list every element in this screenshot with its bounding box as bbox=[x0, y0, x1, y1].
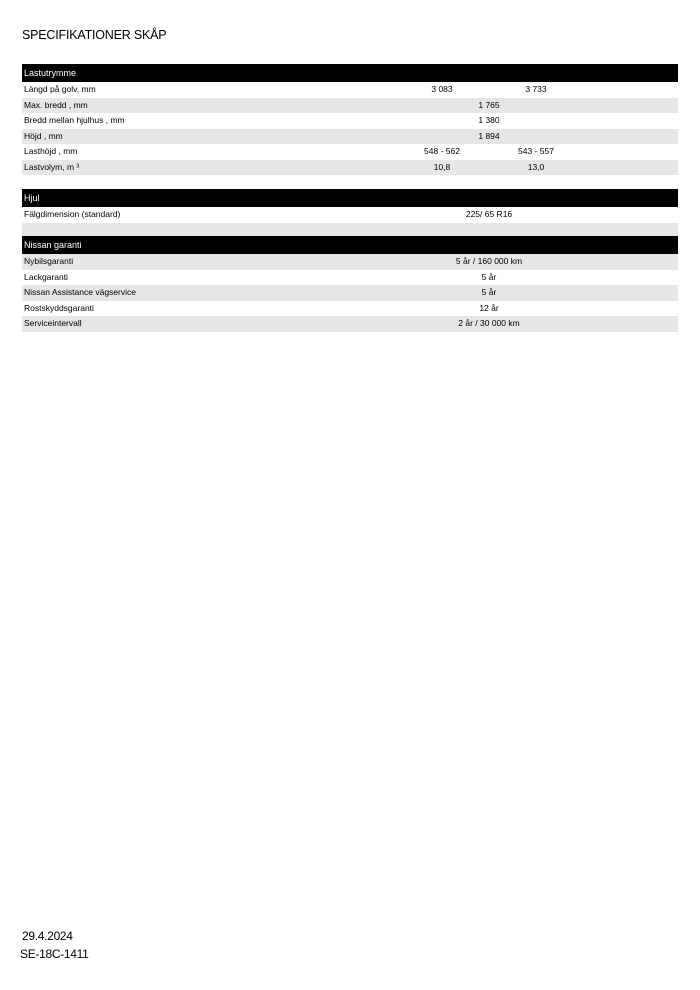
spec-row-max-width bbox=[22, 98, 678, 114]
spec-value-l1: 548 - 562 bbox=[424, 146, 460, 156]
spec-row-height bbox=[22, 129, 678, 145]
wheels-section bbox=[22, 189, 678, 238]
spec-label: Nissan Assistance vägservice bbox=[24, 287, 136, 297]
spec-label: Längd på golv, mm bbox=[24, 84, 96, 94]
spec-value: 225/ 65 R16 bbox=[465, 209, 513, 219]
spec-label: Lasthöjd , mm bbox=[24, 146, 78, 156]
spec-value: 1 894 bbox=[478, 130, 500, 141]
spec-label: Lastvolym, m ³ bbox=[24, 161, 80, 172]
spec-label: Serviceintervall bbox=[24, 318, 82, 328]
spec-value: 1 765 bbox=[478, 99, 500, 110]
spec-value: 2 år / 30 000 km bbox=[458, 318, 520, 328]
spec-label: Max. bredd , mm bbox=[24, 99, 88, 110]
spec-row-rust-warranty bbox=[22, 301, 678, 317]
spec-row-new-car-warranty bbox=[22, 254, 678, 270]
spec-row-paint-warranty bbox=[22, 270, 678, 286]
spec-row-road-assistance bbox=[22, 285, 678, 301]
spec-label: Fälgdimension (standard) bbox=[24, 209, 121, 219]
spec-value-l2: 3 733 bbox=[525, 84, 547, 94]
section-header-cargo: Lastutrymme bbox=[22, 64, 678, 82]
spec-row-service-interval bbox=[22, 316, 678, 332]
spec-value-l2: 543 - 557 bbox=[518, 146, 554, 156]
spec-row-wheelhouse-width bbox=[22, 113, 678, 129]
spec-row-load-height bbox=[22, 144, 678, 160]
spec-label: Lackgaranti bbox=[24, 271, 68, 282]
spec-value-l1: 3 083 bbox=[431, 84, 453, 94]
spec-label: Bredd mellan hjulhus , mm bbox=[24, 115, 125, 125]
spec-value: 1 380 bbox=[478, 115, 500, 125]
spec-value-l1: 10,8 bbox=[433, 161, 451, 172]
warranty-section bbox=[22, 236, 678, 332]
spec-row-load-volume bbox=[22, 160, 678, 176]
spec-row-rim-dimension bbox=[22, 207, 678, 223]
spec-value-l2: 13,0 bbox=[527, 161, 545, 172]
page-title: SPECIFIKATIONER SKÅP bbox=[22, 28, 167, 42]
spec-value: 12 år bbox=[479, 302, 499, 313]
spec-value: 5 år bbox=[481, 271, 497, 282]
section-header-warranty: Nissan garanti bbox=[22, 236, 678, 254]
spec-value: 5 år / 160 000 km bbox=[455, 256, 523, 266]
cargo-section bbox=[22, 64, 678, 175]
spec-label: Nybilsgaranti bbox=[24, 256, 74, 266]
spec-value: 5 år bbox=[481, 287, 497, 297]
spec-label: Höjd , mm bbox=[24, 130, 63, 141]
footer-code: SE-18C-1411 bbox=[20, 947, 89, 961]
spec-row-floor-length bbox=[22, 82, 678, 98]
spec-label: Rostskyddsgaranti bbox=[24, 302, 94, 313]
section-header-wheels: Hjul bbox=[22, 189, 678, 207]
footer-date: 29.4.2024 bbox=[22, 929, 73, 943]
